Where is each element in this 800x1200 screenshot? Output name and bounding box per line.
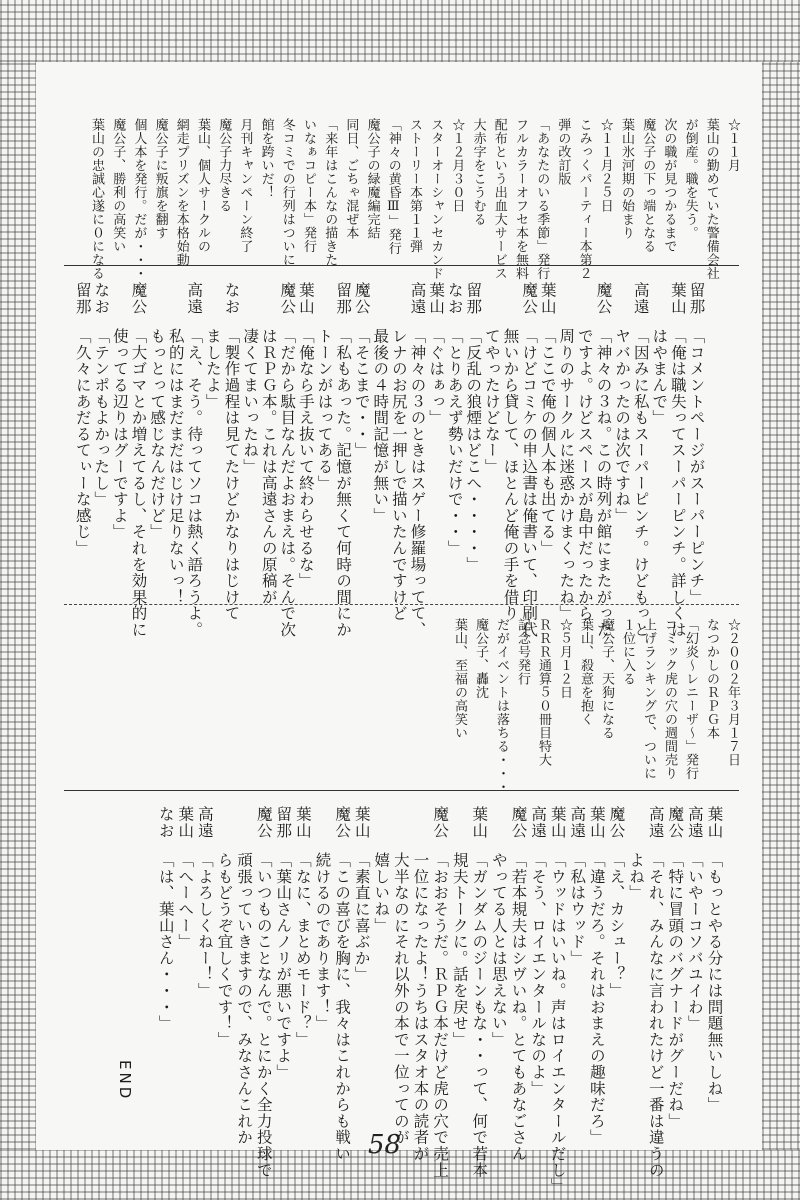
page-number: 58 bbox=[368, 1130, 402, 1160]
dialogue-line: 「葉山さんノリが悪いですよ」 bbox=[274, 852, 293, 1081]
dialogue-line: 「え、カシュー？」 bbox=[607, 852, 626, 999]
dialogue-line: 「俺は職失ってスーパーピンチ。詳しくは bbox=[668, 328, 687, 638]
note-line: 魔公子の下っ端となる bbox=[640, 118, 656, 253]
divider-bottom-solid bbox=[64, 790, 739, 791]
speaker-name: 高遠 bbox=[568, 806, 587, 839]
dialogue-line: 「そう、ロイエンタールなのよ」 bbox=[529, 852, 548, 1097]
divider-top-solid bbox=[64, 265, 739, 266]
speaker-name: 魔公 bbox=[520, 282, 539, 315]
dialogue-line: 「なに、まとめモード？」 bbox=[293, 852, 312, 1048]
note-line: 「来年はこんなの描きた bbox=[322, 118, 338, 267]
dialogue-line: 「ガンダムのジーンもな・・って、何で若本 bbox=[470, 852, 489, 1178]
dialogue-line: 規夫トークに。話を戻せ」 bbox=[450, 852, 469, 1048]
speaker-name: 留那 bbox=[274, 806, 293, 839]
dialogue-line: 凄くてまいったね」 bbox=[241, 328, 260, 475]
dialogue-line: 「違うだろ。それはおまえの趣味だろ」 bbox=[587, 852, 606, 1146]
note-line: ☆１２月３０日 bbox=[449, 118, 465, 213]
dialogue-line: 「特に冒頭のバグナードがグーだね」 bbox=[666, 852, 685, 1130]
note-line: 葉山、殺意を抱く bbox=[578, 618, 593, 726]
dialogue-line: 一位になったよ！うちはスタオ本の読者が bbox=[411, 852, 430, 1162]
dialogue-line: てやったけどなー」 bbox=[482, 328, 501, 475]
note-line: 弾の改訂版 bbox=[555, 118, 571, 186]
dialogue-line: 「テンポもよかったし」 bbox=[92, 328, 111, 508]
speaker-name: 留那 bbox=[73, 282, 92, 315]
speaker-name: 魔公 bbox=[509, 806, 528, 839]
note-line: 魔公子、轟沈 bbox=[473, 618, 488, 699]
dialogue-line: 「へーへー」 bbox=[176, 852, 195, 950]
note-line: 葉山、至福の高笑い bbox=[452, 618, 467, 740]
speaker-name: 葉山 bbox=[176, 806, 195, 839]
note-line: が倒産。職を失う。 bbox=[682, 118, 698, 240]
speaker-name: 留那 bbox=[464, 282, 483, 315]
checker-border-left bbox=[0, 62, 36, 1150]
note-line: フルカラーオフセ本を無料 bbox=[513, 118, 528, 280]
speaker-name: 魔公 bbox=[278, 282, 297, 315]
speaker-name: 葉山 bbox=[296, 282, 315, 315]
end-mark: END bbox=[116, 1060, 134, 1102]
dialogue-line: 周りのサークルに迷惑かけまくったね」 bbox=[557, 328, 576, 622]
note-line: 葉山、個人サークルの bbox=[195, 118, 210, 253]
dialogue-line: トーンがはってある」 bbox=[315, 328, 334, 491]
dialogue-line: 「製作過程は見てたけどかなりはじけて bbox=[222, 328, 241, 622]
dialogue-line: 「素直に喜ぶか」 bbox=[352, 852, 371, 983]
note-line: ☆５月１２日 bbox=[557, 618, 572, 699]
dialogue-line: 「私もあった。記憶が無くて何時の間にか bbox=[334, 328, 353, 638]
dialogue-line: 「は、葉山さん・・・」 bbox=[156, 852, 175, 1032]
note-line: 配布という出血大サービス bbox=[491, 118, 507, 280]
dialogue-line: 「ウッドはいいね。声はロイエンタールだし」 bbox=[548, 852, 567, 1195]
note-line: 「神々の黄昏Ⅲ」発行 bbox=[385, 118, 401, 255]
speaker-name: 魔公 bbox=[352, 282, 371, 315]
dialogue-line: 最後の４時間記憶が無い」 bbox=[371, 328, 390, 524]
note-line: こみっくパーティー本第２ bbox=[576, 118, 592, 280]
speaker-name: 魔公 bbox=[666, 806, 685, 839]
note-line: 冬コミでの行列はついに bbox=[279, 118, 295, 267]
note-line: スターオーシャンセカンド bbox=[428, 118, 444, 280]
note-line: 月刊キャンペーン終了 bbox=[237, 118, 253, 253]
dialogue-line: レナのお尻を一押しで描いたんですけど bbox=[389, 328, 408, 622]
dialogue-line: 「ぐはぁっ」 bbox=[427, 328, 446, 426]
note-line: 「幻炎～レニーザ～」発行 bbox=[683, 618, 698, 780]
note-line: １位に入る bbox=[620, 618, 635, 686]
dialogue-line: 「因みに私もスーパーピンチ。けどもっと bbox=[631, 328, 650, 638]
speaker-name: 高遠 bbox=[529, 806, 548, 839]
speaker-name: なお bbox=[92, 282, 111, 315]
dialogue-line: 頑張っていきますので、みなさんこれか bbox=[235, 852, 254, 1146]
dialogue-line: 「この喜びを胸に、我々はこれからも戦い bbox=[333, 852, 352, 1162]
speaker-name: 高遠 bbox=[646, 806, 665, 839]
dialogue-line: 「よろしくねー！」 bbox=[195, 852, 214, 999]
dialogue-line: 「私はウッド」 bbox=[568, 852, 587, 967]
dialogue-line: 「え、そう。待ってソコは熱く語ろうよ。 bbox=[185, 328, 204, 638]
dialogue-line: ですよ。けどスペースが島中だったから bbox=[575, 328, 594, 622]
dialogue-line: 「そこまで・・」 bbox=[352, 328, 371, 459]
note-line: だがイベントは落ちる・・・ bbox=[494, 618, 509, 794]
note-line: 葉山の勤めていた警備会社 bbox=[703, 118, 719, 280]
speaker-name: なお bbox=[222, 282, 241, 315]
note-line: ストーリー本第１１弾 bbox=[407, 118, 422, 253]
speaker-name: 葉山 bbox=[427, 282, 446, 315]
dialogue-line: 「神々の３ね。この時列が館にまたがった bbox=[594, 328, 613, 638]
dialogue-line: 「だから駄目なんだよおまえは。そんで次 bbox=[278, 328, 297, 638]
note-line: 次の職が見つかるまで bbox=[661, 118, 677, 253]
speaker-name: 葉山 bbox=[538, 282, 557, 315]
note-line: なつかしのＲＰＧ本 bbox=[704, 618, 719, 740]
note-line: 同日、ごちゃ混ぜ本 bbox=[343, 118, 359, 240]
dialogue-line: 「若本規夫はシヴいね。とてもあなごさん bbox=[509, 852, 528, 1162]
note-line: ☆１１月 bbox=[725, 118, 740, 172]
dialogue-line: 「いやーコソバユイわ」 bbox=[685, 852, 704, 1032]
note-line: 大赤字をこうむる bbox=[470, 118, 486, 226]
dialogue-line: 「コメントページがスーパーピンチ」 bbox=[687, 328, 706, 606]
speaker-name: 魔公 bbox=[254, 806, 273, 839]
note-line: 網走プリズンを本格始動 bbox=[173, 118, 189, 267]
speaker-name: 高遠 bbox=[685, 806, 704, 839]
dialogue-line: もっとって感じなんだけど」 bbox=[148, 328, 167, 540]
speaker-name: 葉山 bbox=[548, 806, 567, 839]
speaker-name: 高遠 bbox=[631, 282, 650, 315]
dialogue-line: 無いから貸して、ほとんど俺の手を借り bbox=[501, 328, 520, 622]
speaker-name: 魔公 bbox=[607, 806, 626, 839]
dialogue-line: 「とりあえず勢いだけで・・」 bbox=[445, 328, 464, 557]
speaker-name: 葉山 bbox=[705, 806, 724, 839]
speaker-name: 留那 bbox=[687, 282, 706, 315]
note-line: いなぁコピー本」発行 bbox=[301, 118, 316, 253]
dialogue-line: 嬉しいね」 bbox=[372, 852, 391, 934]
dialogue-line: 「それ、みんなに言われたけど一番は違うの bbox=[646, 852, 665, 1178]
dialogue-line: 「もっとやる分には問題無いしね」 bbox=[705, 852, 724, 1113]
note-line: 魔公子、天狗になる bbox=[599, 618, 614, 740]
dialogue-line: 「神々の３のときはスゲー修羅場ってて、 bbox=[408, 328, 427, 638]
note-line: 魔公子の緑魔編完結 bbox=[364, 118, 380, 240]
dialogue-line: ヤバかったのは次ですね」 bbox=[613, 328, 632, 524]
dialogue-line: 「反乱の狼煙はどこへ・・・・」 bbox=[464, 328, 483, 573]
checker-border-right bbox=[762, 62, 800, 1150]
speaker-name: 葉山 bbox=[587, 806, 606, 839]
dialogue-line: 「ここで俺の個人本も出てる」 bbox=[538, 328, 557, 557]
speaker-name: 魔公 bbox=[594, 282, 613, 315]
note-line: 魔公子力尽きる bbox=[216, 118, 232, 213]
dialogue-line: はＲＰＧ本。これは高遠さんの原稿が bbox=[259, 328, 278, 606]
dialogue-line: はやまんで」 bbox=[650, 328, 669, 426]
speaker-name: なお bbox=[445, 282, 464, 315]
speaker-name: 高遠 bbox=[195, 806, 214, 839]
note-line: ☆１１月２５日 bbox=[597, 118, 613, 213]
speaker-name: 葉山 bbox=[668, 282, 687, 315]
dialogue-line: ましたよ」 bbox=[203, 328, 222, 410]
note-line: 葉山の忠誠心遂に０になる bbox=[89, 118, 104, 280]
speaker-name: なお bbox=[156, 806, 175, 839]
dialogue-line: 「けどコミケの申込書は俺書いて、印刷代 bbox=[520, 328, 539, 638]
speaker-name: 葉山 bbox=[470, 806, 489, 839]
dialogue-line: 私的にはまだまだはじけ足りないっ！ bbox=[166, 328, 185, 606]
dialogue-line: 続けるのであります！」 bbox=[313, 852, 332, 1032]
note-line: 記念号発行 bbox=[515, 618, 530, 686]
speaker-name: 魔公 bbox=[129, 282, 148, 315]
speaker-name: 葉山 bbox=[352, 806, 371, 839]
dialogue-line: 「いつものことなんで。とにかく全力投球で bbox=[254, 852, 273, 1178]
speaker-name: 葉山 bbox=[293, 806, 312, 839]
dialogue-line: 「大ゴマとか増えてるし、それを効果的に bbox=[129, 328, 148, 638]
dialogue-line: よね」 bbox=[627, 852, 646, 901]
dialogue-line: らもどうぞ宜しくです！」 bbox=[215, 852, 234, 1048]
dialogue-line: 大半なのにそれ以外の本で一位ってのが bbox=[391, 852, 410, 1146]
note-line: 館を跨いだ！ bbox=[258, 118, 274, 199]
dialogue-line: 「久々にあだるてぃーな感じ」 bbox=[73, 328, 92, 557]
dialogue-line: 使ってる辺りはグーですよ」 bbox=[110, 328, 129, 540]
note-line: ☆２００２年３月１７日 bbox=[725, 618, 740, 767]
dialogue-line: やってる人とは思えない」 bbox=[489, 852, 508, 1048]
speaker-name: 高遠 bbox=[185, 282, 204, 315]
dialogue-line: 「おおそうだ。ＲＰＧ本だけど虎の穴で売上 bbox=[431, 852, 450, 1178]
note-line: ＲＲＲ通算５０冊目特大 bbox=[536, 618, 551, 767]
dialogue-line: 「俺なら手え抜いて終わらせるな」 bbox=[296, 328, 315, 589]
checker-border-top bbox=[0, 0, 800, 62]
note-line: 個人本を発行。だが・・・ bbox=[131, 118, 147, 280]
note-line: 葉山氷河期の始まり bbox=[619, 118, 634, 240]
note-line: コミック虎の穴の週間売り bbox=[662, 618, 677, 780]
speaker-name: 魔公 bbox=[333, 806, 352, 839]
speaker-name: 高遠 bbox=[408, 282, 427, 315]
note-line: 「あなたのいる季節」発行 bbox=[534, 118, 550, 280]
note-line: 上げランキングで、ついに bbox=[641, 618, 656, 780]
note-line: 魔公子に叛旗を翻す bbox=[152, 118, 168, 240]
speaker-name: 留那 bbox=[334, 282, 353, 315]
note-line: 魔公子、勝利の高笑い bbox=[110, 118, 126, 253]
speaker-name: 魔公 bbox=[431, 806, 450, 839]
